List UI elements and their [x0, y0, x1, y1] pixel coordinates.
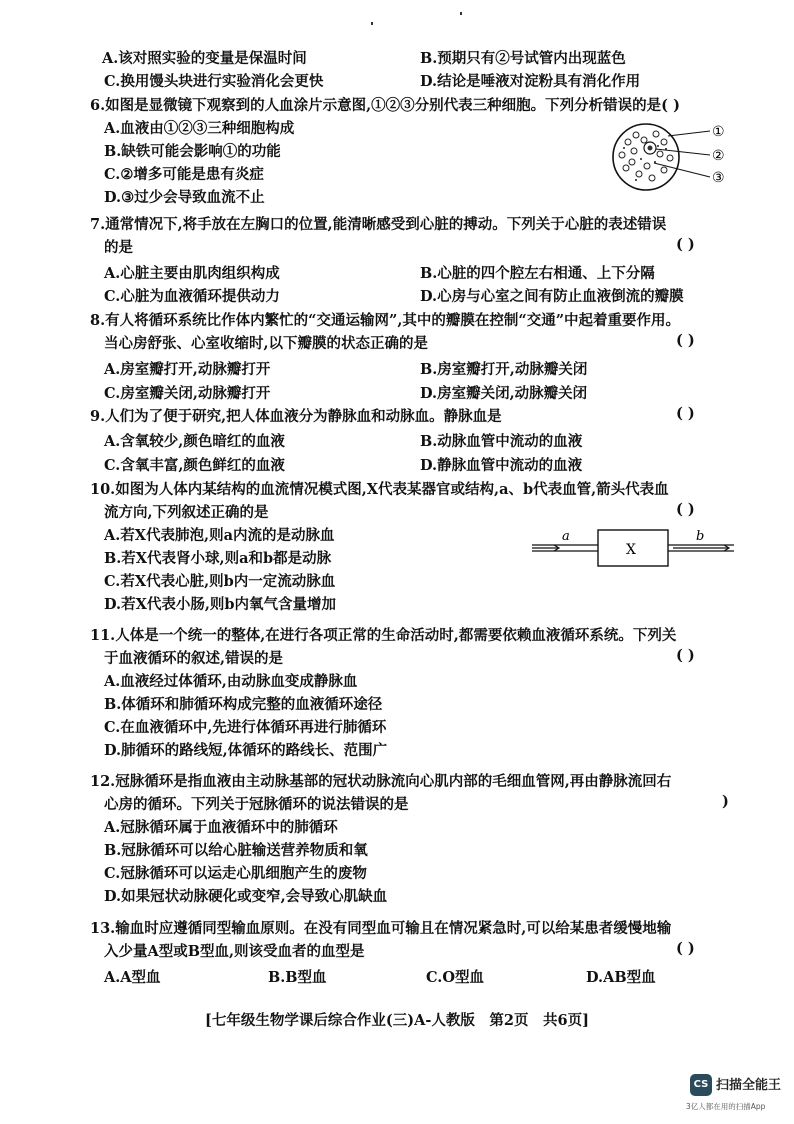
platelet	[635, 179, 637, 181]
red-blood-cell	[653, 131, 659, 137]
question-8	[90, 309, 740, 355]
q8-option-c: C.房室瓣关闭,动脉瓣打开	[104, 385, 271, 402]
q9-option-c: C.含氧丰富,颜色鲜红的血液	[104, 457, 285, 474]
q13-stem-line2: 入少量A型或B型血,则该受血者的血型是	[104, 943, 365, 960]
label-3: ③	[712, 170, 725, 186]
q5-option-a: A.该对照实验的变量是保温时间	[102, 50, 307, 67]
q10-option-b: B.若X代表肾小球,则a和b都是动脉	[104, 550, 332, 567]
red-blood-cell	[619, 152, 625, 158]
q13-option-d: D.AB型血	[586, 969, 656, 986]
q6-option-a: A.血液由①②③三种细胞构成	[104, 120, 295, 137]
label-line-1	[668, 131, 710, 136]
question-13	[90, 917, 740, 963]
q7-option-d: D.心房与心室之间有防止血液倒流的瓣膜	[420, 288, 684, 305]
q12-option-d: D.如果冠状动脉硬化或变窄,会导致心肌缺血	[104, 888, 388, 905]
red-blood-cell	[657, 151, 663, 157]
platelet	[657, 145, 659, 147]
q9-option-b: B.动脉血管中流动的血液	[420, 433, 583, 450]
q7-stem-line1: 7.通常情况下,将手放在左胸口的位置,能清晰感受到心脏的搏动。下列关于心脏的表述错误	[90, 216, 667, 233]
red-blood-cell	[644, 163, 650, 169]
question-11	[90, 624, 740, 762]
q13-option-c: C.O型血	[426, 969, 484, 986]
red-blood-cell	[661, 139, 667, 145]
vessel-b-label: b	[696, 529, 705, 544]
red-blood-cell	[667, 155, 673, 161]
question-12	[90, 770, 740, 908]
label-2: ②	[712, 148, 725, 164]
platelet	[640, 158, 642, 160]
q5-option-b: B.预期只有②号试管内出现蓝色	[420, 50, 626, 67]
red-blood-cell	[625, 139, 631, 145]
red-blood-cell	[636, 171, 642, 177]
q11-option-a: A.血液经过体循环,由动脉血变成静脉血	[104, 673, 358, 690]
scanner-tagline: 3亿人都在用的扫描App	[686, 1102, 766, 1111]
scan-speck	[371, 22, 373, 25]
q7-option-b: B.心脏的四个腔左右相通、上下分隔	[420, 265, 655, 282]
red-blood-cell	[623, 165, 629, 171]
q6-stem: 6.如图是显微镜下观察到的人血涂片示意图,①②③分别代表三种细胞。下列分析错误的是( )	[90, 97, 680, 114]
q12-stem-line2: 心房的循环。下列关于冠脉循环的说法错误的是	[104, 796, 409, 813]
q7-option-a: A.心脏主要由肌肉组织构成	[104, 265, 280, 282]
q11-option-c: C.在血液循环中,先进行体循环再进行肺循环	[104, 719, 387, 736]
blood-smear-figure	[606, 118, 736, 196]
q12-answer-paren: )	[722, 793, 729, 810]
q8-stem-line1: 8.有人将循环系统比作体内繁忙的“交通运输网”,其中的瓣膜在控制“交通”中起着重要作用。	[90, 312, 681, 329]
question-7	[90, 213, 740, 259]
scan-speck	[460, 12, 462, 15]
q10-option-c: C.若X代表心脏,则b内一定流动脉血	[104, 573, 336, 590]
question-9	[90, 405, 740, 428]
q5-option-d: D.结论是唾液对淀粉具有消化作用	[420, 73, 641, 90]
red-blood-cell	[661, 167, 667, 173]
label-1: ①	[712, 124, 725, 140]
red-blood-cell	[641, 137, 647, 143]
q13-option-b: B.B型血	[268, 969, 327, 986]
q13-stem-line1: 13.输血时应遵循同型输血原则。在没有同型血可输且在情况紧急时,可以给某患者缓慢地输	[90, 920, 672, 937]
q10-answer-paren: ( )	[676, 501, 695, 518]
q12-option-c: C.冠脉循环可以运走心肌细胞产生的废物	[104, 865, 367, 882]
q8-answer-paren: ( )	[676, 332, 695, 349]
q10-stem-line1: 10.如图为人体内某结构的血流情况模式图,X代表某器官或结构,a、b代表血管,箭头代表血	[90, 481, 669, 498]
q7-option-c: C.心脏为血液循环提供动力	[104, 288, 280, 305]
organ-x-label: X	[626, 542, 636, 558]
q8-stem-line2: 当心房舒张、心室收缩时,以下瓣膜的状态正确的是	[104, 335, 429, 352]
q13-answer-paren: ( )	[676, 940, 695, 957]
q8-option-b: B.房室瓣打开,动脉瓣关闭	[420, 361, 588, 378]
platelet	[623, 147, 625, 149]
blood-flow-diagram	[528, 526, 738, 570]
q6-option-b: B.缺铁可能会影响①的功能	[104, 143, 281, 160]
red-blood-cell	[649, 175, 655, 181]
q7-stem-line2: 的是	[104, 239, 133, 256]
q6-option-c: C.②增多可能是患有炎症	[104, 166, 264, 183]
q5-option-c: C.换用馒头块进行实验消化会更快	[104, 73, 324, 90]
q11-stem-line2: 于血液循环的叙述,错误的是	[104, 650, 284, 667]
q7-answer-paren: ( )	[676, 236, 695, 253]
q11-stem-line1: 11.人体是一个统一的整体,在进行各项正常的生命活动时,都需要依赖血液循环系统。下列关	[90, 627, 677, 644]
page-footer: [七年级生物学课后综合作业(三)A-人教版 第2页 共6页]	[205, 1012, 589, 1029]
q10-option-a: A.若X代表肺泡,则a内流的是动脉血	[104, 527, 335, 544]
vessel-a-label: a	[562, 529, 570, 544]
q9-answer-paren: ( )	[676, 405, 695, 422]
scanner-brand-name: 扫描全能王	[716, 1078, 782, 1093]
q12-stem-line1: 12.冠脉循环是指血液由主动脉基部的冠状动脉流向心肌内部的毛细血管网,再由静脉流回右	[90, 773, 672, 790]
q12-option-b: B.冠脉循环可以给心脏输送营养物质和氧	[104, 842, 368, 859]
q10-option-d: D.若X代表小肠,则b内氧气含量增加	[104, 596, 337, 613]
q9-option-d: D.静脉血管中流动的血液	[420, 457, 583, 474]
q9-option-a: A.含氧较少,颜色暗红的血液	[104, 433, 285, 450]
q13-option-a: A.A型血	[104, 969, 161, 986]
camscanner-logo-icon: CS	[690, 1074, 712, 1096]
red-blood-cell	[631, 148, 637, 154]
white-blood-cell-nucleus	[648, 146, 653, 151]
q8-option-d: D.房室瓣关闭,动脉瓣关闭	[420, 385, 588, 402]
red-blood-cell	[633, 132, 639, 138]
red-blood-cell	[629, 159, 635, 165]
q11-option-d: D.肺循环的路线短,体循环的路线长、范围广	[104, 742, 388, 759]
q12-option-a: A.冠脉循环属于血液循环中的肺循环	[104, 819, 338, 836]
q11-answer-paren: ( )	[676, 647, 695, 664]
q11-option-b: B.体循环和肺循环构成完整的血液循环途径	[104, 696, 383, 713]
q9-stem: 9.人们为了便于研究,把人体血液分为静脉血和动脉血。静脉血是	[90, 408, 502, 425]
q6-option-d: D.③过少会导致血流不止	[104, 189, 265, 206]
q10-stem-line2: 流方向,下列叙述正确的是	[104, 504, 269, 521]
q8-option-a: A.房室瓣打开,动脉瓣打开	[104, 361, 271, 378]
